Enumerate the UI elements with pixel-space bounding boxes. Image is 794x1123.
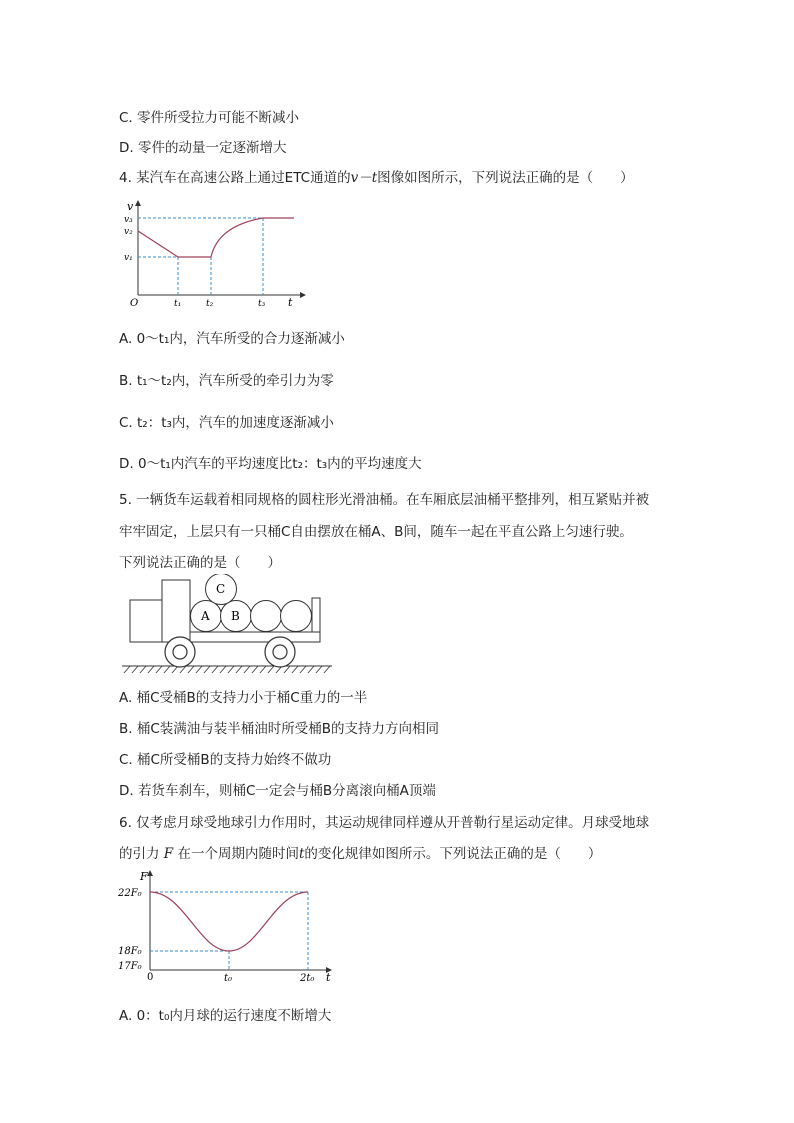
q6-f-label: F <box>140 870 148 883</box>
q6-t-label: t <box>326 971 331 983</box>
q5-truck-cab-top <box>162 580 190 642</box>
q6-stem-line1: 6. 仅考虑月球受地球引力作用时，其运动规律同样遵从开普勒行星运动定律。月球受地球 <box>119 815 650 831</box>
q4-t3-label: t₃ <box>258 299 266 308</box>
q6-stem-line2: 的引力 F 在一个周期内随时间t的变化规律如图所示。下列说法正确的是（ ） <box>119 846 602 862</box>
q5-option-d: D. 若货车刹车，则桶C一定会与桶B分离滚向桶A顶端 <box>119 783 436 799</box>
q4-stem: 4. 某汽车在高速公路上通过ETC通道的v－t图像如图所示，下列说法正确的是（ ） <box>119 170 634 186</box>
q5-label-c: C <box>216 582 226 596</box>
q4-vt-curve <box>138 218 294 257</box>
q5-barrel-3 <box>251 601 282 632</box>
q6-18f-label: 18F₀ <box>118 946 142 957</box>
q5-stem-line2: 牢牢固定，上层只有一只桶C自由摆放在桶A、B间，随车一起在平直公路上匀速行驶。 <box>119 524 633 540</box>
q4-v3-label: v₃ <box>124 215 133 225</box>
q6-ft-curve <box>150 892 308 951</box>
q6-22f-label: 22F₀ <box>118 888 142 899</box>
q5-stem-line3: 下列说法正确的是（ ） <box>119 555 281 571</box>
q5-label-b: B <box>231 609 240 623</box>
q4-vt-graph <box>118 198 308 308</box>
q4-option-d: D. 0～t₁内汽车的平均速度比t₂：t₃内的平均速度大 <box>119 456 422 472</box>
q5-truck-tailgate <box>312 598 320 632</box>
q5-wheel-rear <box>265 637 295 667</box>
q5-truck-figure <box>118 574 338 676</box>
q4-option-b: B. t₁～t₂内，汽车所受的牵引力为零 <box>119 373 334 389</box>
q6-t0-label: t₀ <box>224 973 233 983</box>
q6-origin-label: 0 <box>147 972 154 983</box>
q4-v-label: v <box>127 200 134 213</box>
q4-t2-label: t₂ <box>206 299 214 308</box>
q6-ft-graph <box>114 868 339 983</box>
q5-label-a: A <box>201 609 210 623</box>
q5-ground-hatch <box>124 666 330 673</box>
q4-v1-label: v₁ <box>124 253 133 263</box>
q3-option-c: C. 零件所受拉力可能不断减小 <box>119 110 300 126</box>
q4-t1-label: t₁ <box>174 299 182 308</box>
q4-origin-label: O <box>130 298 139 308</box>
q6-17f-label: 17F₀ <box>118 961 142 972</box>
q5-option-a: A. 桶C受桶B的支持力小于桶C重力的一半 <box>119 690 368 706</box>
q4-t-label: t <box>288 296 293 308</box>
q5-truck-bed <box>190 632 320 642</box>
q5-wheel-front <box>165 637 195 667</box>
q4-option-a: A. 0～t₁内，汽车所受的合力逐渐减小 <box>119 331 345 347</box>
q3-option-d: D. 零件的动量一定逐渐增大 <box>119 140 287 156</box>
q4-option-c: C. t₂：t₃内，汽车的加速度逐渐减小 <box>119 415 334 431</box>
q4-v2-label: v₂ <box>124 227 133 237</box>
q6-2t0-label: 2t₀ <box>300 973 315 983</box>
q5-option-b: B. 桶C装满油与装半桶油时所受桶B的支持力方向相同 <box>119 721 440 737</box>
q5-stem-line1: 5. 一辆货车运载着相同规格的圆柱形光滑油桶。在车厢底层油桶平整排列，相互紧贴并被 <box>119 492 650 508</box>
q6-option-a: A. 0：t₀内月球的运行速度不断增大 <box>119 1008 332 1024</box>
q5-barrel-4 <box>281 601 312 632</box>
q5-truck-cab <box>130 600 162 642</box>
q5-option-c: C. 桶C所受桶B的支持力始终不做功 <box>119 752 332 768</box>
